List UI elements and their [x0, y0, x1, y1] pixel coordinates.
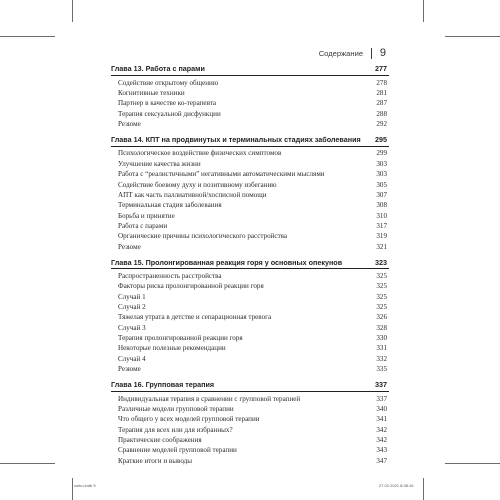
entry-label: Партнер в качестве ко-терапевта [118, 99, 217, 108]
entry-label: Терапия сексуальной дисфункции [118, 109, 221, 118]
entry-label: Резюме [118, 119, 141, 128]
toc-entry[interactable] [111, 271, 389, 281]
entry-page: 319 [376, 232, 387, 241]
entry-page: 278 [376, 78, 387, 87]
entry-page: 287 [376, 99, 387, 108]
entry-page: 308 [376, 201, 387, 210]
entry-label: Некоторые полезные рекомендации [118, 344, 226, 353]
toc-entry[interactable] [111, 148, 389, 158]
chapter-title: Глава 14. КПТ на продвинутых и терминальных стадиях заболевания [111, 134, 361, 144]
entry-page: 307 [376, 190, 387, 199]
entry-label: Различные модели групповой терапии [118, 405, 234, 414]
toc-entry[interactable] [111, 333, 389, 343]
entry-page: 343 [376, 446, 387, 455]
crop-mark-left-top [0, 36, 55, 37]
entry-page: 347 [376, 456, 387, 465]
entry-page: 332 [376, 354, 387, 363]
running-head [0, 47, 386, 59]
entry-page: 342 [376, 436, 387, 445]
print-slug-file: cmko.indb 9 [74, 483, 96, 488]
chapter-14 [111, 135, 389, 252]
entry-label: АПТ как часть паллиативной/хосписной помощи [118, 190, 267, 199]
chapter-rule [111, 75, 389, 76]
chapter-rule [111, 268, 389, 269]
entry-page: 326 [376, 313, 387, 322]
toc-entry[interactable] [111, 211, 389, 221]
table-of-contents [111, 64, 389, 472]
entry-label: Работа с парами [118, 221, 168, 230]
chapter-heading[interactable] [111, 380, 389, 390]
entry-page: 325 [376, 282, 387, 291]
chapter-page: 277 [375, 64, 387, 73]
entry-page: 337 [376, 394, 387, 403]
toc-entry[interactable] [111, 221, 389, 231]
toc-entry[interactable] [111, 343, 389, 353]
toc-entry[interactable] [111, 445, 389, 455]
entry-label: Индивидуальная терапия в сравнении с групповой терапией [118, 394, 301, 403]
page-number: 9 [379, 47, 386, 59]
entry-label: Борьба и принятие [118, 211, 175, 220]
entry-label: Краткие итоги и выводы [118, 456, 193, 465]
toc-entry[interactable] [111, 404, 389, 414]
entry-page: 303 [376, 170, 387, 179]
running-head-separator [371, 48, 372, 59]
entry-page: 310 [376, 211, 387, 220]
toc-entry[interactable] [111, 323, 389, 333]
running-head-title: Содержание [318, 48, 364, 58]
chapter-rule [111, 146, 389, 147]
entry-label: Резюме [118, 242, 141, 251]
entry-label: Сравнение моделей групповой терапии [118, 446, 237, 455]
entry-page: 342 [376, 425, 387, 434]
toc-entry[interactable] [111, 231, 389, 241]
chapter-heading[interactable] [111, 64, 389, 74]
entry-page: 325 [376, 272, 387, 281]
toc-entry[interactable] [111, 159, 389, 169]
entry-page: 325 [376, 303, 387, 312]
toc-entry[interactable] [111, 364, 389, 374]
entry-label: Случай 2 [118, 303, 146, 312]
toc-entry[interactable] [111, 98, 389, 108]
crop-mark-right-bottom [445, 463, 500, 464]
entry-page: 340 [376, 405, 387, 414]
crop-mark-left-bottom [0, 463, 55, 464]
toc-entry[interactable] [111, 456, 389, 466]
chapter-16 [111, 380, 389, 466]
entry-label: Резюме [118, 365, 141, 374]
toc-entry[interactable] [111, 312, 389, 322]
chapter-page: 295 [375, 134, 387, 144]
toc-entry[interactable] [111, 435, 389, 445]
toc-entry[interactable] [111, 190, 389, 200]
toc-entry[interactable] [111, 292, 389, 302]
chapter-title: Глава 13. Работа с парами [111, 64, 205, 73]
entry-page: 288 [376, 109, 387, 118]
crop-mark-top-right [423, 0, 424, 22]
entry-page: 281 [376, 88, 387, 97]
toc-entry[interactable] [111, 425, 389, 435]
entry-page: 325 [376, 292, 387, 301]
print-slug-timestamp: 27.02.2021 8:38:16 [379, 483, 414, 488]
toc-entry[interactable] [111, 281, 389, 291]
entry-label: Терминальная стадия заболевания [118, 201, 222, 210]
toc-entry[interactable] [111, 354, 389, 364]
entry-page: 321 [376, 242, 387, 251]
entry-label: Работа с “реалистичными” негативными автоматическими мыслями [118, 170, 325, 179]
entry-label: Практические соображения [118, 436, 202, 445]
entry-page: 330 [376, 334, 387, 343]
chapter-title: Глава 15. Пролонгированная реакция горя у основных опекунов [111, 257, 343, 267]
entry-label: Распространенность расстройства [118, 272, 222, 281]
toc-entry[interactable] [111, 242, 389, 252]
entry-page: 335 [376, 365, 387, 374]
entry-label: Факторы риска пролонгированной реакции горя [118, 282, 264, 291]
entry-label: Тяжелая утрата в детстве и сепарационная тревога [118, 313, 272, 322]
toc-entry[interactable] [111, 200, 389, 210]
chapter-15 [111, 258, 389, 375]
entry-label: Что общего у всех моделей групповой терапии [118, 415, 260, 424]
chapter-heading[interactable] [111, 135, 389, 145]
toc-entry[interactable] [111, 169, 389, 179]
chapter-page: 323 [375, 257, 387, 267]
toc-entry[interactable] [111, 414, 389, 424]
entry-label: Содействие боевому духу и позитивному избеганию [118, 180, 277, 189]
entry-label: Органические причины психологического расстройства [118, 232, 288, 241]
toc-entry[interactable] [111, 394, 389, 404]
entry-label: Психологическое воздействие физических симптомов [118, 149, 282, 158]
entry-label: Терапия пролонгированной реакции горя [118, 334, 243, 343]
crop-mark-right-top [445, 36, 500, 37]
crop-mark-top-left [72, 0, 73, 22]
entry-page: 328 [376, 323, 387, 332]
entry-page: 317 [376, 221, 387, 230]
chapter-page: 337 [375, 380, 387, 390]
entry-page: 305 [376, 180, 387, 189]
toc-entry[interactable] [111, 78, 389, 88]
toc-entry[interactable] [111, 88, 389, 98]
entry-page: 341 [376, 415, 387, 424]
toc-entry[interactable] [111, 109, 389, 119]
chapter-title: Глава 16. Групповая терапия [111, 380, 215, 390]
entry-label: Случай 4 [118, 354, 146, 363]
entry-label: Случай 1 [118, 292, 146, 301]
toc-entry[interactable] [111, 180, 389, 190]
chapter-rule [111, 391, 389, 392]
toc-entry[interactable] [111, 119, 389, 129]
entry-label: Случай 3 [118, 323, 146, 332]
entry-page: 303 [376, 159, 387, 168]
entry-label: Терапия для всех или для избранных? [118, 425, 233, 434]
entry-page: 331 [376, 344, 387, 353]
toc-entry[interactable] [111, 302, 389, 312]
crop-mark-bottom-right [423, 478, 424, 500]
entry-page: 299 [376, 149, 387, 158]
entry-page: 292 [376, 119, 387, 128]
entry-label: Улучшение качества жизни [118, 159, 201, 168]
chapter-13 [111, 64, 389, 129]
crop-mark-bottom-left [72, 478, 73, 500]
chapter-heading[interactable] [111, 258, 389, 268]
entry-label: Когнитивные техники [118, 88, 185, 97]
entry-label: Содействие открытому общению [118, 78, 219, 87]
